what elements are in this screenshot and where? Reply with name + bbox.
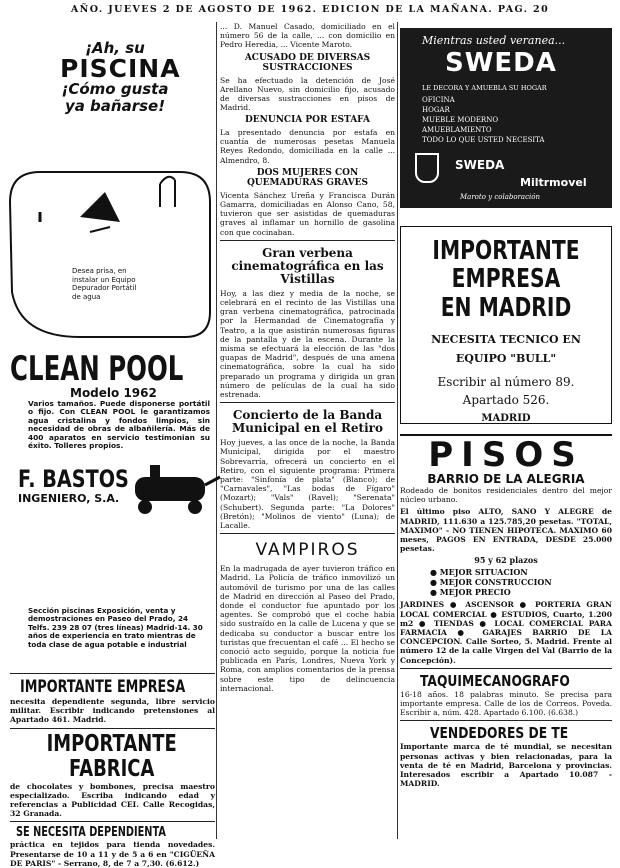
column-divider bbox=[216, 22, 217, 839]
sweda-line: TODO LO QUE USTED NECESITA bbox=[422, 136, 545, 144]
concierto-title: Concierto de la Banda Municipal en el Retiro bbox=[231, 408, 383, 436]
sweda-footer: Maroto y colaboración bbox=[460, 193, 540, 201]
pisos-bullet-text: MEJOR CONSTRUCCION bbox=[439, 577, 552, 588]
verbena-title: Gran verbena cinematográfica en las Vistillas bbox=[231, 245, 384, 286]
column-divider bbox=[397, 22, 398, 839]
bastos-sub: INGENIERO, S.A. bbox=[18, 492, 120, 505]
sweda-tag: Mientras usted veranea... bbox=[422, 34, 566, 47]
sweda-line: OFICINA bbox=[422, 96, 455, 104]
divider bbox=[220, 240, 395, 241]
pisos-title: PISOS bbox=[428, 435, 584, 475]
divider bbox=[220, 402, 395, 403]
ad-body-empresa: necesita dependiente segunda, libre servicio militar. Escribir indicando pretensiones al Apartado 461. Madrid. bbox=[10, 697, 215, 725]
empresa-line8: MADRID bbox=[481, 413, 531, 424]
concierto-body: Hoy jueves, a las once de la noche, la Banda Municipal, dirigida por el maestro Sobrevarría, ofrecerá un concierto en el Retiro, con el siguiente programa: Primera parte: "Sinfonía de plata" (Blanco); de "Carnavales", "Las bodas de Fígaro" (Mozart); "Vals" (Ravel); "Serenata" (Schubert). Segunda parte: "La Dolores" (Bretón); "Molinos de viento" (Luna); de Lacalle. bbox=[220, 438, 395, 531]
pisos-bullet: ● MEJOR SITUACION bbox=[430, 567, 528, 578]
clean-pool-model: Modelo 1962 bbox=[70, 386, 157, 400]
bastos-info: Sección piscinas Exposición, venta y demostraciones en Paseo del Prado, 24 Telfs. 239 28 07 (tres líneas) Madrid-14. 30 años de experiencia en trato mientras de toda clase de agua potable e industrial bbox=[28, 606, 203, 649]
empresa-line7: Apartado 526. bbox=[462, 393, 550, 407]
pump-illustration bbox=[120, 457, 220, 517]
ad-title-fabrica: IMPORTANTE FABRICA bbox=[46, 730, 177, 782]
sweda-line: AMUEBLAMIENTO bbox=[422, 126, 492, 134]
sweda-line: LE DECORA Y AMUEBLA SU HOGAR bbox=[422, 84, 547, 92]
clean-pool-brand: CLEAN POOL bbox=[10, 349, 184, 389]
empresa-ad bbox=[400, 226, 612, 424]
piscina-line4: ya bañarse! bbox=[64, 97, 166, 115]
pisos-sub: BARRIO DE LA ALEGRIA bbox=[427, 472, 585, 486]
news-body: ... D. Manuel Casado, domiciliado en el número 56 de la calle, ... con domicilio en Pedro Heredia, ... Vicente Maroto. bbox=[220, 22, 395, 50]
divider bbox=[220, 533, 395, 534]
news-body: Vicenta Sánchez Ureña y Francisca Durán Gamarra, domiciliadas en Alonso Cano, 58, tuvieron que ser asistidas de quemaduras graves al inflamar un hornillo de gasolina con que cocinaban. bbox=[220, 190, 395, 237]
divider bbox=[10, 821, 215, 822]
pool-illustration bbox=[10, 172, 215, 342]
empresa-line1: IMPORTANTE bbox=[432, 236, 580, 266]
sweda-line: MUEBLE MODERNO bbox=[422, 116, 499, 124]
news-body: Se ha efectuado la detención de José Arellano Nuevo, sin domicilio fijo, acusado de diversas sustracciones en pisos de Madrid. bbox=[220, 75, 395, 113]
running-header: AÑO. JUEVES 2 DE AGOSTO DE 1962. EDICION DE LA MAÑANA. PAG. 20 bbox=[70, 4, 550, 15]
verbena-body: Hoy, a las diez y media de la noche, se celebrará en el recinto de las Vistillas una gran verbena cinematográfica, patrocinada por la Hermandad de Cinematografía y Teatro, a la que asistirán numerosas figuras de la pantalla y de la escena. Durante la misma se efectuará la elección de las "dos guapas de Madrid", después de una amena cinematográfica, sobre la cual ha sido preparado un programa y dirigida un gran número de películas de la cual ha sido estrenada. bbox=[220, 288, 395, 399]
pisos-price: 95 y 62 plazos bbox=[474, 555, 538, 566]
sweda-line: HOGAR bbox=[422, 106, 450, 114]
sweda-brand2: Miltrmovel bbox=[520, 176, 587, 189]
pisos-bullet: ● MEJOR PRECIO bbox=[430, 587, 511, 598]
empresa-line6: Escribir al número 89. bbox=[437, 375, 575, 389]
sweda-ad bbox=[400, 28, 612, 208]
clean-pool-body: Varios tamaños. Puede disponerse portátil o fijo. Con CLEAN POOL le garantizamos agua cristalina y fondos limpios, sin necesidad de obras de albañilería. Más de 400 aparatos en servicio testimonian su éxito. Tolleres propios. bbox=[28, 399, 210, 451]
piscina-ad bbox=[10, 22, 215, 527]
sweda-brand: SWEDA bbox=[445, 48, 557, 78]
pisos-ad bbox=[400, 434, 612, 665]
empresa-line3: EN MADRID bbox=[440, 293, 572, 323]
news-head: ACUSADO DE DIVERSAS SUSTRACCIONES bbox=[244, 52, 371, 74]
taqui-title: TAQUIMECANOGRAFO bbox=[420, 671, 570, 690]
piscina-line1: ¡Ah, su bbox=[85, 39, 145, 57]
vampiros-body: En la madrugada de ayer tuvieron tráfico en Madrid. La Policía de tráfico inmovilizó un automóvil de turismo por una de las calles de Madrid en dirección al Paseo del Prado, donde el conductor fue apuntado por los agentes. Se comprobó que el coche había sido sustraído en la calle de Lucena y que se dedicaba su conductor a buscar entre los turistas que frecuentan el café ... El hecho se conoció acto seguido, porque la noticia fue publicada en París, Londres, Nueva York y Roma, con amplios comentarios de la prensa sobre este tipo de delincuencia internacional. bbox=[220, 564, 395, 693]
piscina-line2: PISCINA bbox=[60, 54, 181, 83]
ad-title-empresa: IMPORTANTE EMPRESA bbox=[20, 677, 186, 697]
divider bbox=[400, 668, 612, 669]
column-2 bbox=[220, 22, 395, 845]
bastos-company: F. BASTOS bbox=[18, 465, 129, 493]
ad-body-dependienta: práctica en tejidos para tienda novedades. Presentarse de 10 a 11 y de 5 a 6 en "CIGÜEÑA DE PARIS" - Serrano, 8, de 7 a 7,30. (6.612.) bbox=[10, 840, 215, 868]
empresa-line5: EQUIPO "BULL" bbox=[455, 352, 557, 365]
pisos-bullet-text: MEJOR PRECIO bbox=[439, 587, 511, 598]
pisos-body3: JARDINES ● ASCENSOR ● PORTERIA GRAN LOCAL COMERCIAL ● ESTUDIOS, Cuarto, 1.200 m2 ● TIENDAS ● LOCAL COMERCIAL PARA FARMACIA ● GARAJES BARRIO DE LA CONCEPCION. Calle Sorteo, 5. Madrid. Frente al número 12 de la calle Virgen del Val (Barrio de la Concepción). bbox=[400, 600, 612, 665]
news-head: DENUNCIA POR ESTAFA bbox=[244, 115, 371, 126]
taqui-body: 16-18 años. 18 palabras minuto. Se precisa para importante empresa. Calle de los de Correos. Poveda. Escribir a, núm. 428. Apartado 6.100. (6.638.) bbox=[400, 689, 612, 718]
news-body: La presentado denuncia por estafa en cuantía de numerosas pesetas Manuela Reyes Redondo, domiciliada en la calle ... Almendro, 8. bbox=[220, 127, 395, 165]
vendedores-body: Importante marca de té mundial, se necesitan personas activas y bien relacionadas, para la venta de té en Madrid, Barcelona y provincias. Interesados escribir a Apartado 10.087 - MADRID. bbox=[400, 742, 612, 789]
divider bbox=[400, 720, 612, 721]
ad-title-dependienta: SE NECESITA DEPENDIENTA bbox=[16, 825, 166, 841]
sweda-emblem-icon bbox=[415, 153, 439, 183]
piscina-line3: ¡Cómo gusta bbox=[61, 80, 169, 98]
divider bbox=[10, 673, 215, 674]
sweda-sub: SWEDA bbox=[455, 158, 505, 172]
empresa-line4: NECESITA TECNICO EN bbox=[431, 333, 581, 346]
column-3 bbox=[400, 22, 612, 845]
piscina-side-text: Desea prisa, en instalar un Equipo Depurador Portátil de agua bbox=[72, 267, 137, 301]
empresa-line2: EMPRESA bbox=[451, 264, 561, 294]
news-head: DOS MUJERES CON QUEMADURAS GRAVES bbox=[246, 167, 369, 189]
pisos-body2: El último piso ALTO, SANO Y ALEGRE de MADRID, 111.630 a 125.785,20 pesetas. "TOTAL, MAXIMO" - NO TIENEN HIPOTECA. MAXIMO 60 meses, PAGOS EN ENTRADA, DESDE 25.000 pesetas. bbox=[400, 507, 612, 554]
pisos-bullet-text: MEJOR SITUACION bbox=[439, 567, 528, 578]
vampiros-title: VAMPIROS bbox=[255, 540, 360, 561]
pisos-bullet: ● MEJOR CONSTRUCCION bbox=[430, 577, 552, 588]
divider bbox=[10, 728, 215, 729]
column-1 bbox=[10, 22, 215, 868]
ad-body-fabrica: de chocolates y bombones, precisa maestro especializado. Escriba indicando edad y referencias a Publicidad CEI. Calle Recogidas, 32 Granada. bbox=[10, 781, 215, 819]
pisos-body1: Rodeado de bonitos residenciales dentro del mejor núcleo urbano. bbox=[400, 486, 612, 505]
vendedores-title: VENDEDORES DE TE bbox=[430, 724, 569, 743]
